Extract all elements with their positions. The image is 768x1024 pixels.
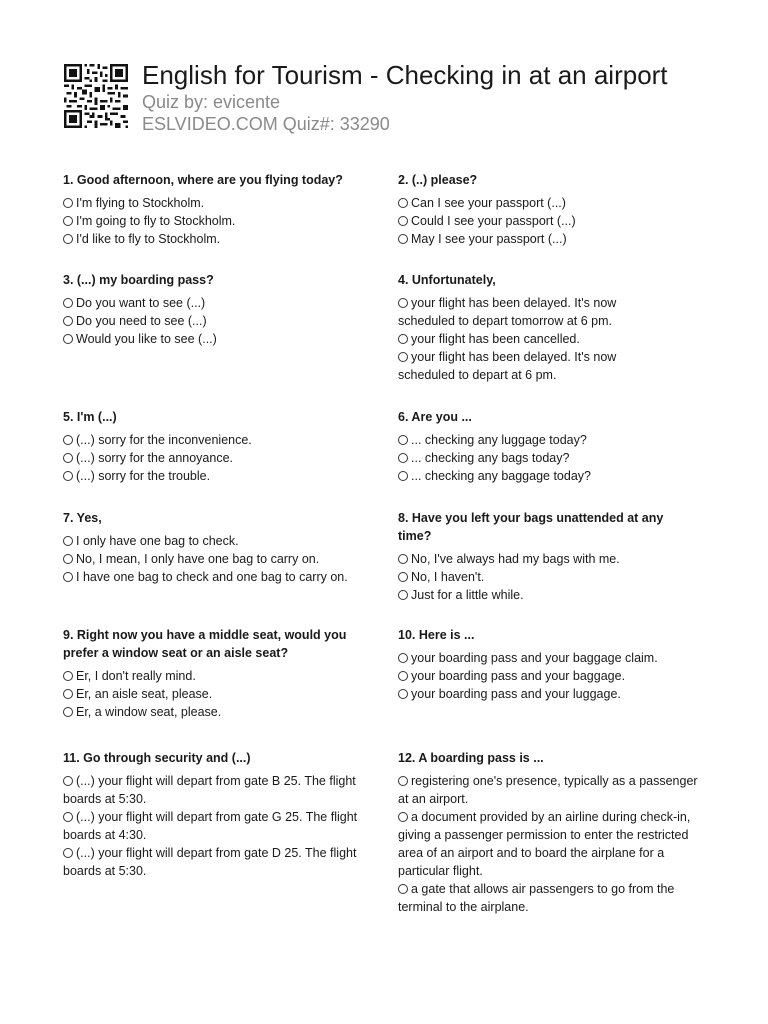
answer-option[interactable]	[398, 431, 698, 449]
answer-option[interactable]	[398, 294, 650, 330]
answer-option[interactable]	[63, 230, 363, 248]
option-text: Do you want to see (...)	[76, 296, 206, 310]
option-text: Just for a little while.	[411, 588, 524, 602]
option-text: your flight has been cancelled.	[411, 332, 580, 346]
question-11	[63, 749, 363, 880]
question-10	[398, 626, 698, 703]
radio-icon[interactable]	[63, 689, 73, 699]
answer-option[interactable]	[63, 312, 363, 330]
option-text: ... checking any luggage today?	[411, 433, 587, 447]
radio-icon[interactable]	[63, 334, 73, 344]
question-title: 9. Right now you have a middle seat, would you prefer a window seat or an aisle seat?	[63, 628, 347, 660]
radio-icon[interactable]	[63, 776, 73, 786]
answer-option[interactable]	[63, 568, 383, 586]
option-text: ... checking any baggage today?	[411, 469, 591, 483]
answer-option[interactable]	[63, 550, 383, 568]
radio-icon[interactable]	[63, 471, 73, 481]
option-text: your flight has been delayed. It's now scheduled to depart tomorrow at 6 pm.	[398, 296, 617, 328]
answer-option[interactable]	[398, 772, 698, 808]
radio-icon[interactable]	[398, 554, 408, 564]
question-title: 8. Have you left your bags unattended at any time?	[398, 511, 664, 543]
question-4	[398, 271, 650, 384]
quiz-number: ESLVIDEO.COM Quiz#: 33290	[142, 114, 390, 134]
question-9	[63, 626, 363, 721]
radio-icon[interactable]	[398, 298, 408, 308]
question-1	[63, 171, 363, 248]
question-title: 7. Yes,	[63, 511, 102, 525]
option-text: Er, a window seat, please.	[76, 705, 222, 719]
answer-option[interactable]	[63, 808, 363, 844]
radio-icon[interactable]	[63, 435, 73, 445]
radio-icon[interactable]	[63, 234, 73, 244]
radio-icon[interactable]	[398, 453, 408, 463]
radio-icon[interactable]	[398, 352, 408, 362]
radio-icon[interactable]	[63, 554, 73, 564]
option-text: Would you like to see (...)	[76, 332, 217, 346]
option-text: I'd like to fly to Stockholm.	[76, 232, 221, 246]
question-title: 2. (..) please?	[398, 173, 478, 187]
radio-icon[interactable]	[63, 453, 73, 463]
option-text: (...) sorry for the annoyance.	[76, 451, 234, 465]
radio-icon[interactable]	[63, 812, 73, 822]
answer-option[interactable]	[63, 431, 363, 449]
answer-option[interactable]	[63, 703, 363, 721]
quiz-header	[64, 60, 744, 136]
option-text: a gate that allows air passengers to go from the terminal to the airplane.	[398, 882, 675, 914]
answer-option[interactable]	[63, 212, 363, 230]
option-text: your boarding pass and your baggage.	[411, 669, 626, 683]
answer-option[interactable]	[63, 844, 363, 880]
option-text: I only have one bag to check.	[76, 534, 239, 548]
answer-option[interactable]	[63, 685, 363, 703]
answer-option[interactable]	[63, 194, 363, 212]
option-text: I have one bag to check and one bag to carry on.	[76, 570, 348, 584]
radio-icon[interactable]	[398, 671, 408, 681]
question-title: 5. I'm (...)	[63, 410, 117, 424]
answer-option[interactable]	[63, 330, 363, 348]
answer-option[interactable]	[398, 685, 698, 703]
radio-icon[interactable]	[63, 316, 73, 326]
answer-option[interactable]	[398, 550, 680, 568]
question-title: 1. Good afternoon, where are you flying today?	[63, 173, 343, 187]
option-text: (...) sorry for the inconvenience.	[76, 433, 252, 447]
answer-option[interactable]	[398, 649, 698, 667]
question-title: 11. Go through security and (...)	[63, 751, 251, 765]
radio-icon[interactable]	[398, 435, 408, 445]
radio-icon[interactable]	[398, 884, 408, 894]
question-2	[398, 171, 698, 248]
answer-option[interactable]	[398, 586, 680, 604]
option-text: your flight has been delayed. It's now scheduled to depart at 6 pm.	[398, 350, 617, 382]
radio-icon[interactable]	[398, 590, 408, 600]
radio-icon[interactable]	[63, 216, 73, 226]
radio-icon[interactable]	[63, 298, 73, 308]
question-title: 4. Unfortunately,	[398, 273, 496, 287]
question-3	[63, 271, 363, 348]
radio-icon[interactable]	[398, 653, 408, 663]
radio-icon[interactable]	[63, 848, 73, 858]
answer-option[interactable]	[398, 568, 680, 586]
radio-icon[interactable]	[398, 471, 408, 481]
radio-icon[interactable]	[63, 572, 73, 582]
answer-option[interactable]	[398, 467, 698, 485]
answer-option[interactable]	[63, 532, 383, 550]
question-12	[398, 749, 698, 916]
option-text: (...) your flight will depart from gate D 25. The flight boards at 5:30.	[63, 846, 357, 878]
option-text: Do you need to see (...)	[76, 314, 207, 328]
option-text: No, I've always had my bags with me.	[411, 552, 620, 566]
radio-icon[interactable]	[398, 572, 408, 582]
answer-option[interactable]	[398, 212, 698, 230]
question-8	[398, 509, 680, 604]
option-text: (...) sorry for the trouble.	[76, 469, 211, 483]
quiz-author: Quiz by: evicente	[142, 92, 281, 112]
option-text: No, I haven't.	[411, 570, 485, 584]
radio-icon[interactable]	[63, 198, 73, 208]
option-text: Could I see your passport (...)	[411, 214, 576, 228]
option-text: Er, an aisle seat, please.	[76, 687, 213, 701]
answer-option[interactable]	[63, 667, 363, 685]
answer-option[interactable]	[398, 449, 698, 467]
option-text: (...) your flight will depart from gate G 25. The flight boards at 4:30.	[63, 810, 358, 842]
option-text: I'm going to fly to Stockholm.	[76, 214, 236, 228]
radio-icon[interactable]	[63, 536, 73, 546]
answer-option[interactable]	[398, 880, 698, 916]
question-7	[63, 509, 383, 586]
option-text: a document provided by an airline during check-in, giving a passenger permission to enter the restricted area of an airport and to board the airplane for a particular flight.	[398, 810, 691, 878]
option-text: May I see your passport (...)	[411, 232, 567, 246]
radio-icon[interactable]	[398, 334, 408, 344]
answer-option[interactable]	[63, 467, 363, 485]
answer-option[interactable]	[398, 230, 698, 248]
question-title: 3. (...) my boarding pass?	[63, 273, 214, 287]
option-text: Can I see your passport (...)	[411, 196, 566, 210]
question-6	[398, 408, 698, 485]
option-text: registering one's presence, typically as a passenger at an airport.	[398, 774, 698, 806]
option-text: Er, I don't really mind.	[76, 669, 196, 683]
radio-icon[interactable]	[398, 689, 408, 699]
answer-option[interactable]	[63, 772, 363, 808]
option-text: No, I mean, I only have one bag to carry on.	[76, 552, 320, 566]
question-title: 6. Are you ...	[398, 410, 472, 424]
option-text: your boarding pass and your luggage.	[411, 687, 621, 701]
qr-code-icon	[64, 64, 128, 128]
answer-option[interactable]	[63, 449, 363, 467]
answer-option[interactable]	[398, 808, 698, 880]
option-text: (...) your flight will depart from gate B 25. The flight boards at 5:30.	[63, 774, 356, 806]
radio-icon[interactable]	[398, 198, 408, 208]
radio-icon[interactable]	[398, 812, 408, 822]
answer-option[interactable]	[63, 294, 363, 312]
answer-option[interactable]	[398, 667, 698, 685]
answer-option[interactable]	[398, 330, 650, 348]
answer-option[interactable]	[398, 348, 650, 384]
radio-icon[interactable]	[63, 707, 73, 717]
question-title: 12. A boarding pass is ...	[398, 751, 544, 765]
radio-icon[interactable]	[63, 671, 73, 681]
radio-icon[interactable]	[398, 776, 408, 786]
option-text: your boarding pass and your baggage claim.	[411, 651, 658, 665]
radio-icon[interactable]	[398, 234, 408, 244]
option-text: ... checking any bags today?	[411, 451, 570, 465]
question-title: 10. Here is ...	[398, 628, 475, 642]
question-5	[63, 408, 363, 485]
radio-icon[interactable]	[398, 216, 408, 226]
quiz-title: English for Tourism - Checking in at an airport	[142, 60, 668, 90]
answer-option[interactable]	[398, 194, 698, 212]
option-text: I'm flying to Stockholm.	[76, 196, 205, 210]
